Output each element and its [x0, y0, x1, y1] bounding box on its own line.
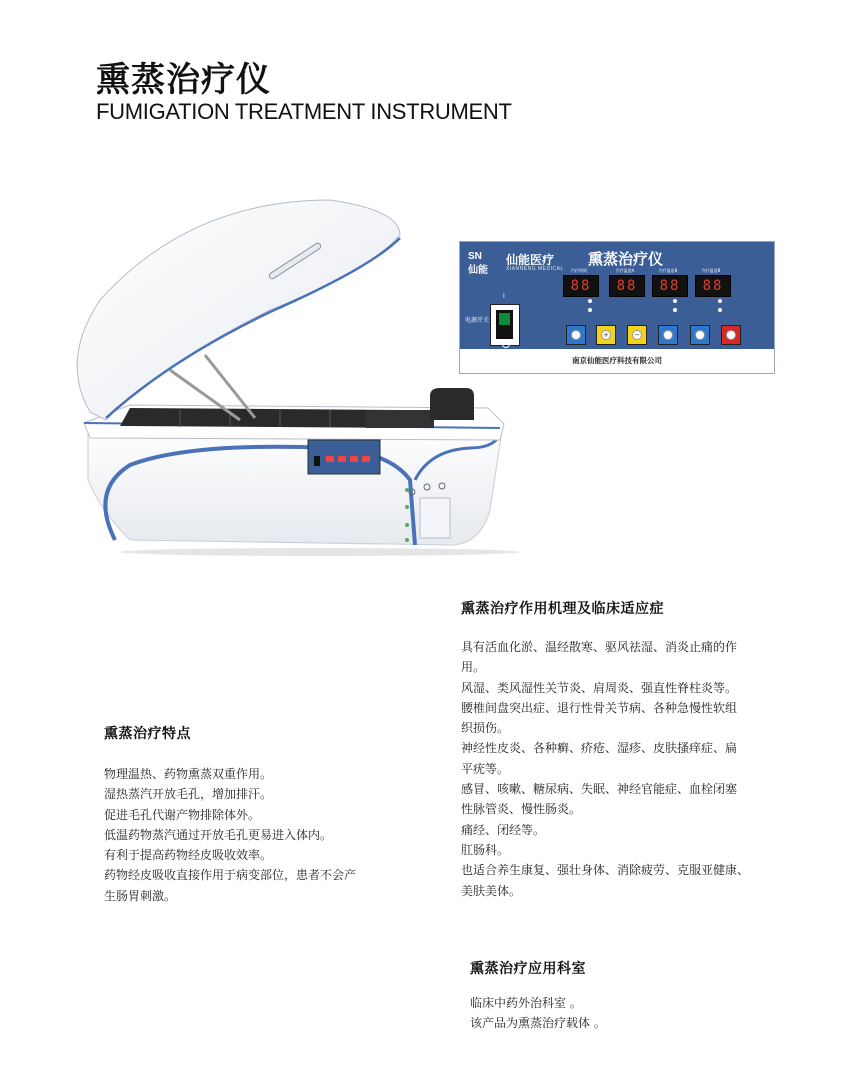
digit-display-temp-b2: 88 — [695, 275, 731, 297]
display-label-temp-a: 汽疗温度A — [615, 268, 635, 273]
logo-mark: SN — [468, 251, 482, 262]
switch-on-mark: I — [503, 293, 505, 300]
minus-icon: − — [632, 330, 642, 340]
list-item: 促进毛孔代谢产物排除体外。 — [104, 807, 261, 822]
panel-button-minus[interactable] — [627, 325, 647, 345]
indicator-led — [673, 307, 680, 312]
digit-display-time: 88 — [563, 275, 599, 297]
list-item: 平疣等。 — [461, 761, 510, 776]
button-dot-icon — [571, 330, 581, 340]
indicator-led — [588, 307, 595, 312]
list-item: 神经性皮炎、各种癣、疥疮、湿疹、皮肤搔痒症、扁 — [461, 741, 738, 756]
indicator-led — [673, 298, 680, 303]
list-item: 织损伤。 — [461, 721, 510, 736]
panel-button-1[interactable] — [566, 325, 586, 345]
panel-button-5[interactable] — [690, 325, 710, 345]
panel-button-plus[interactable] — [596, 325, 616, 345]
list-item: 风湿、类风湿性关节炎、肩周炎、强直性脊柱炎等。 — [461, 680, 738, 695]
power-switch-label: 电源开关 — [465, 317, 490, 324]
list-item: 有利于提高药物经皮吸收效率。 — [104, 848, 273, 863]
list-item: 湿热蒸汽开放毛孔，增加排汗。 — [104, 787, 273, 802]
list-item: 也适合养生康复、强壮身体、消除疲劳、克服亚健康、 — [461, 863, 750, 878]
list-item: 感冒、咳嗽、糖尿病、失眠、神经官能症、血栓闭塞 — [461, 782, 738, 797]
display-label-temp-b: 汽疗温度B — [658, 268, 678, 273]
panel-footer-company: 南京仙能医疗科技有限公司 — [572, 356, 662, 365]
button-dot-icon — [663, 330, 673, 340]
list-item: 用。 — [461, 660, 486, 675]
brand-name-en: XIANNENG MEDICAL — [506, 266, 564, 272]
list-item: 低温药物蒸汽通过开放毛孔更易进入体内。 — [104, 827, 333, 842]
brand-logo — [468, 250, 488, 278]
display-label-time: 汽疗时间 — [571, 268, 587, 273]
button-dot-icon — [726, 330, 736, 340]
indicator-led — [588, 298, 595, 303]
brand-name: 仙能医疗 — [506, 253, 555, 267]
page-title: 熏蒸治疗仪 — [96, 60, 271, 100]
indicator-led — [718, 307, 725, 312]
power-indicator-icon — [502, 340, 510, 348]
display-label-temp-b2: 汽疗温度B — [701, 268, 721, 273]
list-item: 药物经皮吸收直接作用于病变部位，患者不会产 — [104, 868, 357, 883]
mechanism-list — [461, 637, 791, 901]
list-item: 美肤美体。 — [461, 883, 522, 898]
panel-button-stop[interactable] — [721, 325, 741, 345]
button-dot-icon — [695, 330, 705, 340]
features-list — [104, 764, 404, 906]
list-item: 性脉管炎、慢性肠炎。 — [461, 802, 582, 817]
list-item: 该产品为熏蒸治疗载体 。 — [470, 1016, 606, 1031]
control-panel — [459, 241, 775, 374]
departments-list — [470, 993, 770, 1034]
list-item: 物理温热、药物熏蒸双重作用。 — [104, 767, 273, 781]
control-panel-face — [460, 242, 774, 349]
departments-heading: 熏蒸治疗应用科室 — [470, 961, 586, 977]
list-item: 生肠胃刺激。 — [104, 888, 177, 903]
list-item: 痛经、闭经等。 — [461, 822, 546, 837]
features-heading: 熏蒸治疗特点 — [104, 726, 191, 742]
digit-display-temp-a: 88 — [609, 275, 645, 297]
indicator-led — [718, 298, 725, 303]
list-item: 肛肠科。 — [461, 842, 510, 857]
panel-button-4[interactable] — [658, 325, 678, 345]
list-item: 具有活血化淤、温经散寒、驱风祛湿、消炎止痛的作 — [461, 640, 738, 654]
panel-title: 熏蒸治疗仪 — [588, 250, 664, 268]
list-item: 腰椎间盘突出症、退行性骨关节病、各种急慢性软组 — [461, 700, 738, 715]
plus-icon: + — [601, 330, 611, 340]
page-subtitle: FUMIGATION TREATMENT INSTRUMENT — [96, 99, 512, 124]
digit-display-temp-b: 88 — [652, 275, 688, 297]
logo-cn: 仙能 — [468, 265, 488, 276]
mechanism-heading: 熏蒸治疗作用机理及临床适应症 — [461, 601, 664, 617]
list-item: 临床中药外治科室 。 — [470, 996, 582, 1010]
